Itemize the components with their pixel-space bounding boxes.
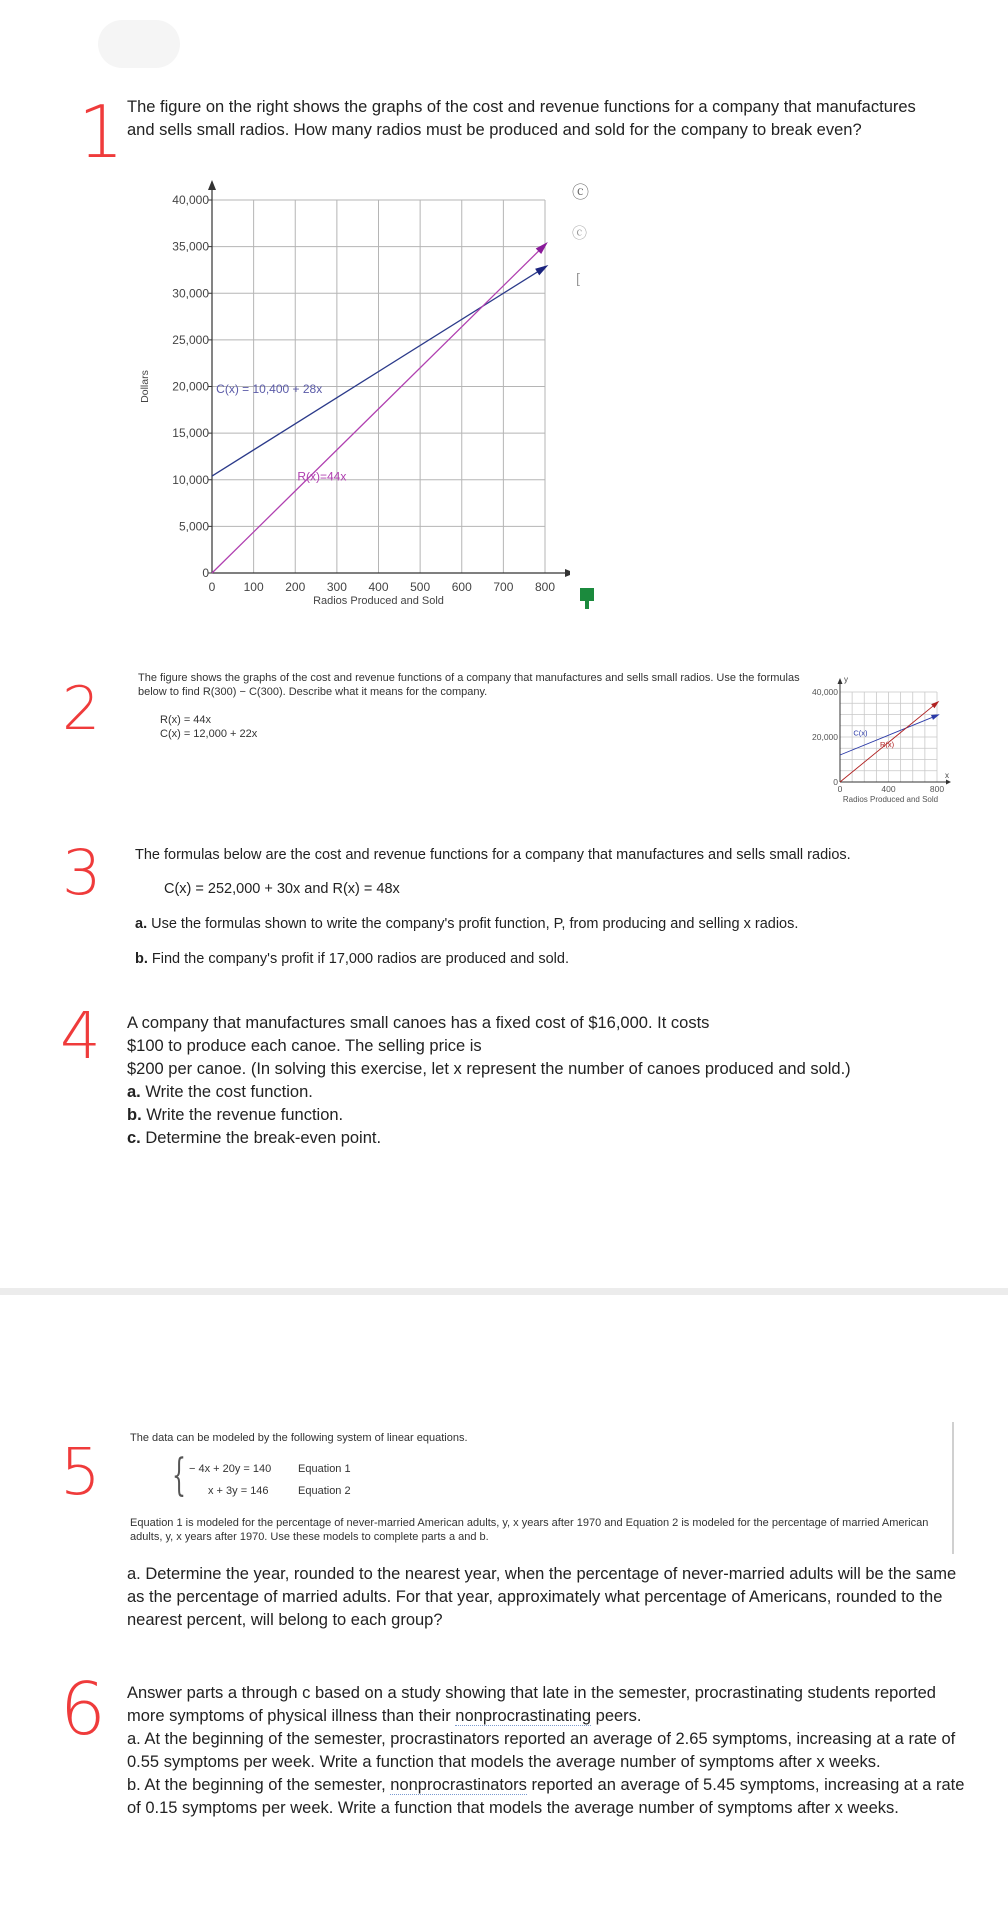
bookmark-icon[interactable]: [580, 588, 594, 601]
chart-1-series: [212, 242, 548, 573]
y-tick-label: 15,000: [172, 426, 209, 441]
x-axis-arrow: [565, 569, 570, 577]
revenue-function-label: R(x)=44x: [297, 469, 347, 484]
handwritten-number-4: 4: [60, 1000, 101, 1074]
problem-3-part-a: [135, 913, 798, 936]
x-axis-label: Radios Produced and Sold: [313, 595, 444, 607]
x-tick-label: 400: [368, 580, 389, 594]
problem-5-note: Equation 1 is modeled for the percentage of never-married American adults, y, x years after 1970 and Equation 2 is modeled for the percentage of married American adults, y, x years after 1970. Use these models to complete parts a and b.: [130, 1517, 929, 1543]
system-brace: {: [172, 1450, 186, 1501]
y-axis-label: Dollars: [139, 370, 151, 403]
x-tick-label: 100: [243, 580, 264, 594]
equation-2-label: Equation 2: [298, 1485, 351, 1497]
problem-3-part-b: [135, 948, 569, 971]
y-tick-label: 40,000: [812, 687, 838, 697]
x-tick-label: 300: [326, 580, 347, 594]
copy-icon[interactable]: ⓒ: [572, 183, 589, 202]
problem-4-line-1: A company that manufactures small canoes has a fixed cost of $16,000. It costs: [127, 1014, 710, 1032]
problem-4-part-c: c. Determine the break-even point.: [127, 1129, 382, 1147]
y-tick-label: 25,000: [172, 332, 209, 347]
y-tick-label: 20,000: [812, 732, 838, 742]
problem-2-question: The figure shows the graphs of the cost and revenue functions of a company that manufactures and sells small radios. Use the formulas below to find R(300) − C(300). Describe what it means for the company.: [138, 672, 800, 698]
y-tick-label: 5,000: [178, 519, 209, 534]
bracket-icon[interactable]: [: [576, 270, 580, 286]
chart-1-x-tick-labels: [209, 580, 556, 607]
problem-4-line-2: $100 to produce each canoe. The selling price is: [127, 1037, 482, 1055]
revenue-label: R(x): [880, 740, 895, 750]
y-axis-arrow: [838, 678, 843, 684]
x-axis-label: Radios Produced and Sold: [842, 795, 939, 804]
x-tick-label: 800: [929, 784, 945, 794]
x-axis-letter: x: [945, 771, 949, 780]
handwritten-number-3: 3: [62, 836, 102, 909]
part-b-label: b.: [135, 951, 148, 967]
cost-arrow: [931, 714, 940, 720]
problem-2-formula-c: C(x) = 12,000 + 22x: [160, 728, 258, 740]
chart-2-y-tick-labels: [812, 687, 838, 787]
problem-5-part-a: a. Determine the year, rounded to the nearest year, when the percentage of never-married adults will be the same as the percentage of married adults. For that year, approximately what percentage of Americans, rounded to the nearest percent, will belong to each group?: [127, 1565, 957, 1629]
part-a-label: a.: [135, 916, 148, 932]
nonprocrastinating-link[interactable]: nonprocrastinating: [455, 1707, 592, 1725]
problem-6-intro: Answer parts a through c based on a study showing that late in the semester, procrastinating students reported more symptoms of physical illness than their nonprocrastinating peers.: [127, 1684, 936, 1725]
chart-2-cost-revenue: [800, 670, 960, 818]
chart-1-cost-revenue: [130, 170, 570, 610]
x-tick-label: 0: [837, 784, 843, 794]
problem-1-question: The figure on the right shows the graphs of the cost and revenue functions for a company that manufactures and sells small radios. How many radios must be produced and sold for the company to break even?: [127, 98, 916, 139]
equation-1-label: Equation 1: [298, 1463, 351, 1475]
chart-1-axes: [208, 180, 570, 577]
handwritten-number-2: 2: [62, 674, 101, 744]
x-tick-label: 600: [451, 580, 472, 594]
x-tick-label: 200: [285, 580, 306, 594]
x-tick-label: 700: [493, 580, 514, 594]
problem-3-formulas: C(x) = 252,000 + 30x and R(x) = 48x: [164, 881, 400, 897]
part-a-text: Use the formulas shown to write the company's profit function, P, from producing and selling x radios.: [147, 916, 799, 932]
problem-4-part-b: b. Write the revenue function.: [127, 1106, 344, 1124]
problem-4-line-3: $200 per canoe. (In solving this exercise, let x represent the number of canoes produced and sold.): [127, 1060, 851, 1078]
y-axis-arrow: [208, 180, 216, 190]
chart-1-y-tick-labels: [139, 193, 209, 580]
problem-6-part-b: b. At the beginning of the semester, nonprocrastinators reported an average of 5.45 symptoms, increasing at a rate of 0.15 symptoms per week. Write a function that models the average number of symptoms after x weeks.: [127, 1776, 965, 1817]
blurred-header-mark: [98, 20, 180, 68]
y-tick-label: 35,000: [172, 239, 209, 254]
x-tick-label: 0: [208, 580, 216, 594]
equation-2: x + 3y = 146: [208, 1485, 269, 1497]
y-axis-letter: y: [844, 675, 848, 684]
equation-1: − 4x + 20y = 140: [189, 1463, 272, 1475]
x-tick-label: 800: [534, 580, 556, 594]
x-tick-label: 400: [881, 784, 896, 794]
y-tick-label: 30,000: [172, 286, 209, 301]
x-tick-label: 500: [410, 580, 431, 594]
cost-function-label: C(x) = 10,400 + 28x: [216, 382, 323, 397]
problem-5-intro: The data can be modeled by the following system of linear equations.: [130, 1432, 468, 1444]
problem-4-part-a: a. Write the cost function.: [127, 1083, 313, 1101]
problem-4-body: [127, 1012, 967, 1150]
y-tick-label: 0: [202, 566, 209, 580]
chart-2-x-tick-labels: [838, 784, 945, 804]
cost-label: C(x): [853, 728, 868, 738]
nonprocrastinators-link[interactable]: nonprocrastinators: [390, 1776, 527, 1794]
y-tick-label: 40,000: [172, 193, 209, 207]
handwritten-number-6: 6: [60, 1667, 106, 1751]
zoom-icon[interactable]: ⓒ: [572, 225, 588, 242]
cost-arrow: [535, 265, 548, 275]
problem-2-formula-r: R(x) = 44x: [160, 714, 212, 726]
x-axis-arrow: [946, 780, 951, 785]
scroll-indicator: [952, 1422, 954, 1554]
y-tick-label: 20,000: [172, 379, 209, 394]
handwritten-number-1: 1: [78, 90, 124, 174]
section-divider: [0, 1288, 1008, 1295]
y-tick-label: 0: [833, 777, 838, 787]
problem-6-part-a: a. At the beginning of the semester, procrastinators reported an average of 2.65 symptoms, increasing at a rate of 0.55 symptoms per week. Write a function that models the average number of symptoms after x weeks.: [127, 1730, 956, 1771]
part-b-text: Find the company's profit if 17,000 radios are produced and sold.: [147, 951, 569, 967]
handwritten-number-5: 5: [60, 1436, 101, 1510]
problem-3-intro: The formulas below are the cost and revenue functions for a company that manufactures and sells small radios.: [135, 847, 851, 863]
problem-6-body: [127, 1682, 967, 1820]
y-tick-label: 10,000: [172, 472, 209, 487]
